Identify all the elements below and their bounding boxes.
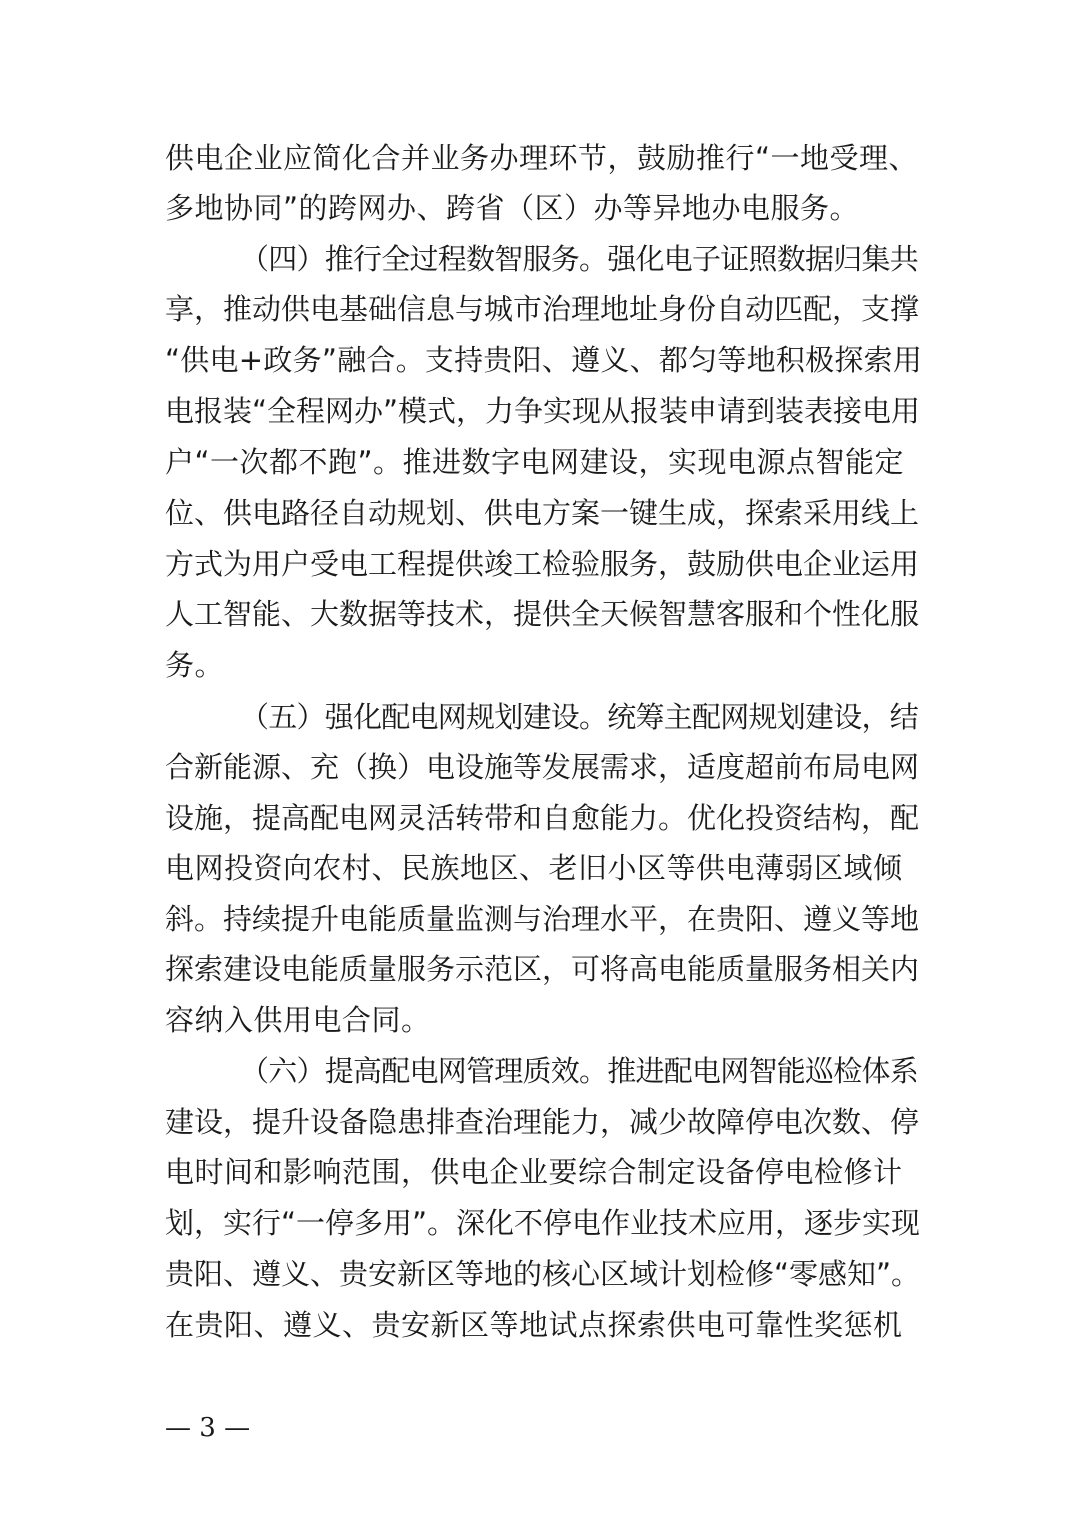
- page-number: — 3 —: [165, 1413, 251, 1443]
- text-line-8: 位、供电路径自动规划、供电方案一键生成，探索采用线上: [165, 496, 920, 530]
- text-line-14: 设施，提高配电网灵活转带和自愈能力。优化投资结构，配: [165, 801, 920, 835]
- text-line-2: 多地协同”的跨网办、跨省（区）办等异地办电服务。: [165, 191, 860, 225]
- text-line-11: 务。: [165, 648, 225, 682]
- text-line-4: 享，推动供电基础信息与城市治理地址身份自动匹配，支撑: [165, 292, 920, 326]
- text-line-24: 在贵阳、遵义、贵安新区等地试点探索供电可靠性奖惩机: [165, 1308, 903, 1342]
- section-6-heading-line: （六）提高配电网管理质效。推进配电网智能巡检体系: [240, 1054, 919, 1088]
- text-line-20: 建设，提升设备隐患排查治理能力，减少故障停电次数、停: [165, 1105, 920, 1139]
- text-line-7: 户“一次都不跑”。推进数字电网建设，实现电源点智能定: [165, 445, 905, 479]
- text-line-6: 电报装“全程网办”模式，力争实现从报装申请到装表接电用: [165, 394, 921, 428]
- text-line-21: 电时间和影响范围，供电企业要综合制定设备停电检修计: [165, 1155, 903, 1189]
- text-line-23: 贵阳、遵义、贵安新区等地的核心区域计划检修“零感知”。: [165, 1257, 921, 1291]
- text-line-5: “供电+政务”融合。支持贵阳、遵义、都匀等地积极探索用: [165, 343, 923, 377]
- text-line-15: 电网投资向农村、民族地区、老旧小区等供电薄弱区域倾: [165, 851, 903, 885]
- text-line-13: 合新能源、充（换）电设施等发展需求，适度超前布局电网: [165, 750, 920, 784]
- text-line-1: 供电企业应简化合并业务办理环节，鼓励推行“一地受理、: [165, 141, 919, 175]
- section-5-heading-line: （五）强化配电网规划建设。统筹主配网规划建设，结: [240, 700, 919, 734]
- section-4-heading-line: （四）推行全过程数智服务。强化电子证照数据归集共: [240, 242, 919, 276]
- text-line-10: 人工智能、大数据等技术，提供全天候智慧客服和个性化服: [165, 597, 920, 631]
- text-line-16: 斜。持续提升电能质量监测与治理水平，在贵阳、遵义等地: [165, 902, 920, 936]
- text-line-22: 划，实行“一停多用”。深化不停电作业技术应用，逐步实现: [165, 1206, 921, 1240]
- text-line-18: 容纳入供用电合同。: [165, 1003, 431, 1037]
- text-line-17: 探索建设电能质量服务示范区，可将高电能质量服务相关内: [165, 952, 920, 986]
- text-line-9: 方式为用户受电工程提供竣工检验服务，鼓励供电企业运用: [165, 547, 920, 581]
